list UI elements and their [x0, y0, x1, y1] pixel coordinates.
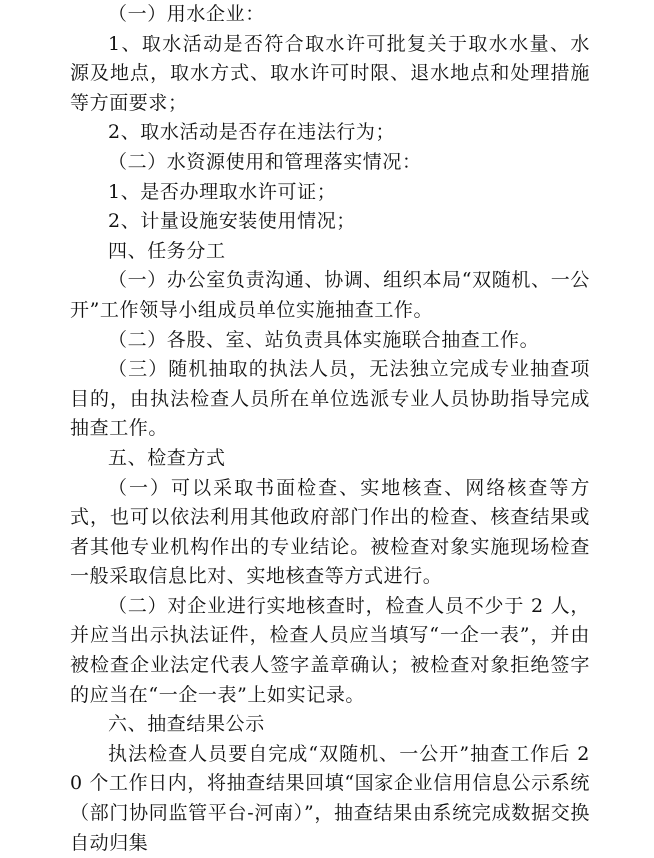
paragraph-permit-license: 1、是否办理取水许可证； — [108, 180, 337, 203]
paragraph-random-inspectors: （三）随机抽取的执法人员，无法独立完成专业抽查项目的，由执法检查人员所在单位选派专业人员协助指导完成抽查工作。 — [70, 358, 590, 440]
section-heading-inspection-method: 五、检查方式 — [108, 446, 226, 469]
paragraph-onsite-verification: （二）对企业进行实地核查时，检查人员不少于 2 人，并应当出示执法证件，检查人员应当填写“一企一表”，并由被检查企业法定代表人签字盖章确认；被检查对象拒绝签字的应当在“一企一表”上如实记录。 — [70, 594, 590, 706]
paragraph-inspection-methods: （一）可以采取书面检查、实地核查、网络核查等方式，也可以依法利用其他政府部门作出的检查、核查结果或者其他专业机构作出的专业结论。被检查对象实施现场检查一般采取信息比对、实地核查等方式进行。 — [70, 476, 590, 588]
section-heading-task-division: 四、任务分工 — [108, 239, 226, 262]
paragraph-units-responsibility: （二）各股、室、站负责具体实施联合抽查工作。 — [108, 328, 540, 351]
section-heading-results-publication: 六、抽查结果公示 — [108, 713, 265, 736]
paragraph-illegal-activity: 2、取水活动是否存在违法行为； — [108, 121, 396, 144]
paragraph-results-publication: 执法检查人员要自完成“双随机、一公开”抽查工作后 20 个工作日内，将抽查结果回填“国家企业信用信息公示系统（部门协同监管平台-河南）”，抽查结果由系统完成数据交换自动归集 — [70, 742, 590, 854]
paragraph-permit-compliance: 1、取水活动是否符合取水许可批复关于取水水量、水源及地点，取水方式、取水许可时限、退水地点和处理措施等方面要求； — [70, 32, 590, 114]
paragraph-metering: 2、计量设施安装使用情况； — [108, 210, 356, 233]
paragraph-water-management-heading: （二）水资源使用和管理落实情况： — [108, 150, 422, 173]
document-body — [70, 0, 590, 858]
paragraph-office-responsibility: （一）办公室负责沟通、协调、组织本局“双随机、一公开”工作领导小组成员单位实施抽查工作。 — [70, 269, 590, 321]
paragraph-water-enterprise-heading: （一）用水企业： — [108, 3, 265, 25]
